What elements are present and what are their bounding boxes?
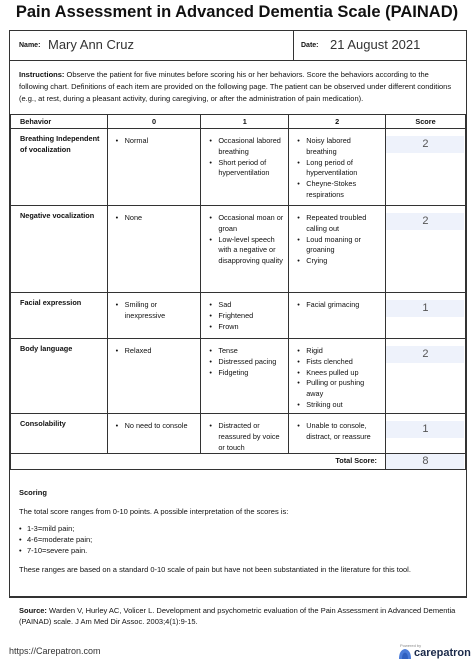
descriptor-cell-2 (289, 414, 386, 454)
col-header-behavior: Behavior (11, 115, 108, 129)
descriptor-list (201, 209, 288, 267)
table-header-row (11, 115, 466, 129)
total-score-input[interactable]: 8 (386, 454, 464, 469)
descriptor-list (108, 342, 201, 357)
descriptor-cell-0 (107, 339, 201, 414)
descriptor-list (289, 342, 385, 411)
descriptor-item: • Occasional moan or groan (209, 213, 284, 235)
descriptor-list (289, 132, 385, 201)
footer-link[interactable]: https://Carepatron.com (9, 646, 101, 656)
scoring-intro: The total score ranges from 0-10 points. A possible interpretation of the scores is: (19, 507, 289, 516)
descriptor-cell-1 (201, 339, 289, 414)
descriptor-item: • Frown (209, 322, 284, 333)
descriptor-item: • Striking out (297, 400, 381, 411)
descriptor-item: • Smiling or inexpressive (116, 300, 197, 322)
carepatron-logo-icon (398, 648, 412, 660)
name-field[interactable]: Mary Ann Cruz (48, 37, 134, 52)
score-input[interactable]: 2 (386, 136, 464, 153)
descriptor-item: • Unable to console, distract, or reassure (297, 421, 381, 443)
source-citation (19, 605, 459, 627)
descriptor-list (201, 417, 288, 453)
page-title: Pain Assessment in Advanced Dementia Scale (PAINAD) (15, 3, 459, 21)
descriptor-item: • Cheyne-Stokes respirations (297, 179, 381, 201)
descriptor-list (201, 296, 288, 332)
section-divider (10, 596, 466, 597)
col-header-score: Score (385, 115, 465, 129)
descriptor-cell-2 (289, 339, 386, 414)
date-field[interactable]: 21 August 2021 (330, 37, 421, 52)
descriptor-item: • None (116, 213, 197, 224)
descriptor-cell-0 (107, 293, 201, 339)
descriptor-item: • Relaxed (116, 346, 197, 357)
descriptor-cell-2 (289, 293, 386, 339)
descriptor-cell-1 (201, 293, 289, 339)
source-text: Warden V, Hurley AC, Volicer L. Development and psychometric evaluation of the Pain Assessment in Advanced Dementia (PAINAD) scale. J Am Med Dir Assoc. 2003;4(1):9-15. (19, 606, 456, 626)
total-score-label: Total Score: (11, 454, 386, 470)
table-row (11, 414, 466, 454)
behavior-label: Body language (11, 339, 108, 414)
scoring-list (19, 523, 459, 556)
scoring-item: • 7-10=severe pain. (19, 545, 459, 556)
descriptor-list (108, 132, 201, 147)
scoring-item: • 4-6=moderate pain; (19, 534, 459, 545)
descriptor-list (289, 296, 385, 311)
descriptor-item: • Short period of hyperventilation (209, 158, 284, 180)
total-score-cell (385, 454, 465, 470)
scoring-note: These ranges are based on a standard 0-10 scale of pain but have not been substantiated in the literature for this tool. (19, 565, 411, 574)
descriptor-item: • Long period of hyperventilation (297, 158, 381, 180)
col-header-2: 2 (289, 115, 386, 129)
descriptor-cell-1 (201, 414, 289, 454)
behavior-label: Breathing Independent of vocalization (11, 129, 108, 206)
table-row (11, 129, 466, 206)
behavior-label: Facial expression (11, 293, 108, 339)
descriptor-cell-1 (201, 129, 289, 206)
painad-table (10, 114, 466, 470)
descriptor-item: • Facial grimacing (297, 300, 381, 311)
descriptor-item: • Crying (297, 256, 381, 267)
descriptor-item: • Distressed pacing (209, 357, 284, 368)
source-label: Source: (19, 606, 47, 615)
score-cell (385, 206, 465, 293)
score-input[interactable]: 1 (386, 300, 464, 317)
descriptor-cell-0 (107, 206, 201, 293)
scoring-item: • 1-3=mild pain; (19, 523, 459, 534)
score-input[interactable]: 1 (386, 421, 464, 438)
descriptor-item: • Sad (209, 300, 284, 311)
instructions-text (19, 69, 459, 105)
descriptor-item: • Tense (209, 346, 284, 357)
descriptor-item: • Pulling or pushing away (297, 378, 381, 400)
descriptor-item: • Loud moaning or groaning (297, 235, 381, 257)
col-header-0: 0 (107, 115, 201, 129)
descriptor-item: • Knees pulled up (297, 368, 381, 379)
descriptor-list (289, 209, 385, 267)
descriptor-cell-1 (201, 206, 289, 293)
descriptor-item: • Normal (116, 136, 197, 147)
score-input[interactable]: 2 (386, 346, 464, 363)
assessment-form (9, 30, 467, 626)
descriptor-item: • Fidgeting (209, 368, 284, 379)
scoring-heading: Scoring (19, 488, 47, 497)
date-label: Date: (301, 42, 319, 49)
scoring-section (19, 487, 459, 575)
descriptor-list (108, 209, 201, 224)
descriptor-list (108, 417, 201, 432)
behavior-label: Negative vocalization (11, 206, 108, 293)
score-cell (385, 129, 465, 206)
col-header-1: 1 (201, 115, 289, 129)
score-cell (385, 339, 465, 414)
instructions-label: Instructions: (19, 70, 65, 79)
descriptor-cell-0 (107, 414, 201, 454)
descriptor-list (201, 132, 288, 179)
descriptor-item: • Noisy labored breathing (297, 136, 381, 158)
descriptor-list (108, 296, 201, 322)
name-label: Name: (19, 42, 41, 49)
instructions-body: Observe the patient for five minutes before scoring his or her behaviors. Score the behaviors according to the following chart. Definitions of each item are provided on the following page. The patient can be observed under different conditions (e.g., at rest, during a pleasant activity, during caregiving, or after the administration of pain medication). (19, 70, 452, 103)
score-input[interactable]: 2 (386, 213, 464, 230)
table-row (11, 206, 466, 293)
descriptor-list (201, 342, 288, 378)
descriptor-item: • Low-level speech with a negative or disapproving quality (209, 235, 284, 267)
descriptor-item: • Distracted or reassured by voice or touch (209, 421, 284, 453)
descriptor-item: • Occasional labored breathing (209, 136, 284, 158)
brand-name[interactable]: carepatron (414, 647, 471, 659)
namebar-divider (293, 31, 294, 60)
descriptor-cell-2 (289, 206, 386, 293)
patient-info-bar (10, 31, 466, 61)
descriptor-cell-0 (107, 129, 201, 206)
behavior-label: Consolability (11, 414, 108, 454)
descriptor-item: • No need to console (116, 421, 197, 432)
table-row (11, 339, 466, 414)
descriptor-item: • Rigid (297, 346, 381, 357)
descriptor-cell-2 (289, 129, 386, 206)
score-cell (385, 293, 465, 339)
descriptor-list (289, 417, 385, 443)
descriptor-item: • Repeated troubled calling out (297, 213, 381, 235)
descriptor-item: • Frightened (209, 311, 284, 322)
descriptor-item: • Fists clenched (297, 357, 381, 368)
table-row (11, 293, 466, 339)
powered-by-label: Powered by (400, 643, 422, 648)
total-row (11, 454, 466, 470)
score-cell (385, 414, 465, 454)
